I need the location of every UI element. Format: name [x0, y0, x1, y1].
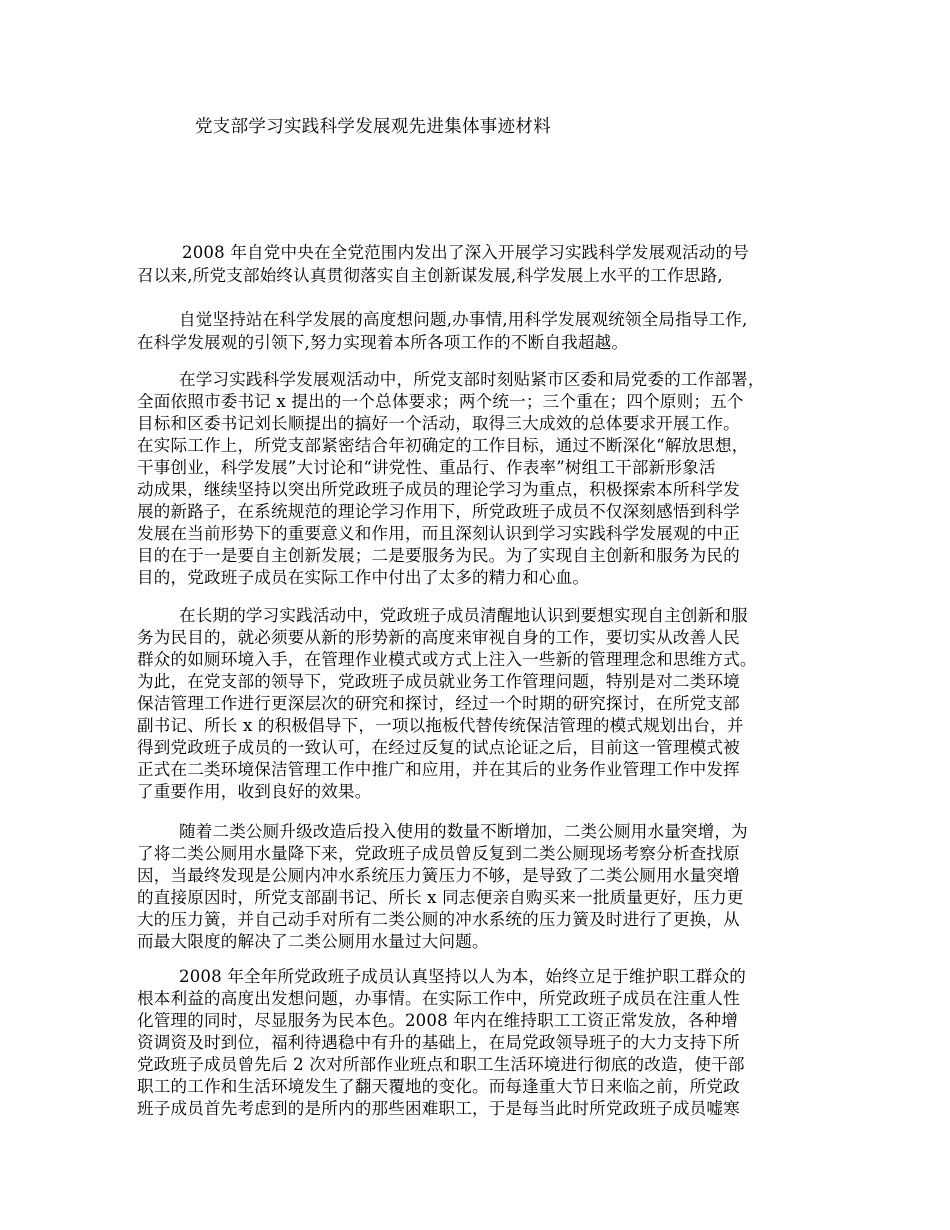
paragraph-line: 召以来,所党支部始终认真贯彻落实自主创新谋发展,科学发展上水平的工作思路, — [137, 266, 723, 285]
paragraph-line: 资调资及时到位，福利待遇稳中有升的基础上，在局党政领导班子的大力支持下所 — [137, 1033, 740, 1052]
paragraph-line: 随着二类公厕升级改造后投入使用的数量不断增加，二类公厕用水量突增，为 — [179, 822, 748, 841]
paragraph-line: 党政班子成员曾先后 2 次对所部作业班点和职工生活环境进行彻底的改造，使干部 — [137, 1055, 745, 1074]
paragraph-line: 2008 年自党中央在全党范围内发出了深入开展学习实践科学发展观活动的号 — [182, 243, 749, 262]
paragraph-line: 在科学发展观的引领下,努力实现着本所各项工作的不断自我超越。 — [137, 333, 629, 352]
paragraph-line: 化管理的同时，尽显服务为民本色。2008 年内在维持职工工资正常发放，各种增 — [137, 1011, 739, 1030]
paragraph-line: 在实际工作上，所党支部紧密结合年初确定的工作目标，通过不断深化“解放思想， — [137, 436, 749, 455]
paragraph-line: 为此，在党支部的领导下，党政班子成员就业务工作管理问题，特别是对二类环境 — [137, 672, 740, 691]
paragraph-line: 目的在于一是要自主创新发展；二是要服务为民。为了实现自主创新和服务为民的 — [137, 546, 740, 565]
paragraph-line: 全面依照市委书记 x 提出的一个总体要求；两个统一；三个重在；四个原则；五个 — [137, 392, 744, 411]
paragraph-line: 班子成员首先考虑到的是所内的那些困难职工，于是每当此时所党政班子成员嘘寒 — [137, 1099, 740, 1118]
document-title: 党支部学习实践科学发展观先进集体事迹材料 — [195, 117, 551, 137]
paragraph-line: 保洁管理工作进行更深层次的研究和探讨，经过一个时期的研究探讨，在所党支部 — [137, 694, 740, 713]
paragraph-line: 群众的如厕环境入手，在管理作业模式或方式上注入一些新的管理理念和思维方式。 — [137, 650, 757, 669]
paragraph-line: 而最大限度的解决了二类公厕用水量过大问题。 — [137, 932, 489, 951]
paragraph-line: 动成果，继续坚持以突出所党政班子成员的理论学习为重点，积极探索本所科学发 — [137, 480, 740, 499]
paragraph-line: 因，当最终发现是公厕内冲水系统压力簧压力不够，是导致了二类公厕用水量突增 — [137, 866, 740, 885]
paragraph-line: 目标和区委书记刘长顺提出的搞好一个活动，取得三大成效的总体要求开展工作。 — [137, 414, 740, 433]
paragraph-line: 目的，党政班子成员在实际工作中付出了太多的精力和心血。 — [137, 568, 590, 587]
paragraph-line: 了将二类公厕用水量降下来，党政班子成员曾反复到二类公厕现场考察分析查找原 — [137, 844, 740, 863]
paragraph-line: 得到党政班子成员的一致认可，在经过反复的试点论证之后，目前这一管理模式被 — [137, 738, 740, 757]
paragraph-line: 了重要作用，收到良好的效果。 — [137, 782, 372, 801]
paragraph-line: 展的新路子，在系统规范的理论学习作用下，所党政班子成员不仅深刻感悟到科学 — [137, 502, 740, 521]
paragraph-line: 的直接原因时，所党支部副书记、所长 x 同志便亲自购买来一批质量更好，压力更 — [137, 888, 744, 907]
paragraph-line: 副书记、所长 x 的积极倡导下，一项以拖板代替传统保洁管理的模式规划出台，并 — [137, 716, 744, 735]
paragraph-line: 发展在当前形势下的重要意义和作用，而且深刻认识到学习实践科学发展观的中正 — [137, 524, 740, 543]
paragraph-line: 2008 年全年所党政班子成员认真坚持以人为本，始终立足于维护职工群众的 — [179, 967, 746, 986]
paragraph-line: 自觉坚持站在科学发展的高度想问题,办事情,用科学发展观统领全局指导工作, — [179, 310, 748, 329]
paragraph-line: 正式在二类环境保洁管理工作中推广和应用，并在其后的业务作业管理工作中发挥 — [137, 760, 740, 779]
paragraph-line: 职工的工作和生活环境发生了翻天覆地的变化。而每逢重大节日来临之前，所党政 — [137, 1077, 740, 1096]
paragraph-line: 务为民目的，就必须要从新的形势新的高度来审视自身的工作，要切实从改善人民 — [137, 628, 740, 647]
paragraph-line: 大的压力簧，并自己动手对所有二类公厕的冲水系统的压力簧及时进行了更换，从 — [137, 910, 740, 929]
paragraph-line: 根本利益的高度出发想问题，办事情。在实际工作中，所党政班子成员在注重人性 — [137, 989, 740, 1008]
paragraph-line: 在长期的学习实践活动中，党政班子成员清醒地认识到要想实现自主创新和服 — [179, 606, 748, 625]
paragraph-line: 在学习实践科学发展观活动中，所党支部时刻贴紧市区委和局党委的工作部署， — [179, 370, 765, 389]
paragraph-line: 干事创业，科学发展”大讨论和“讲党性、重品行、作表率”树组工干部新形象活 — [137, 458, 716, 477]
